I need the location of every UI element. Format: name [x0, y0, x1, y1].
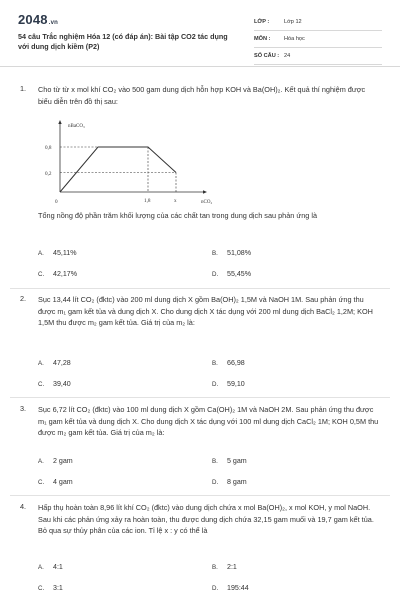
option-c[interactable]: C. 3:1 — [38, 584, 63, 592]
meta-subject-value: Hóa học — [284, 36, 305, 42]
y-axis-arrow — [58, 120, 61, 124]
y-tick-02: 0,2 — [45, 171, 52, 177]
document-title: 54 câu Trắc nghiệm Hóa 12 (có đáp án): Bài tập CO2 tác dụng với dung dịch kiềm (P2) — [18, 32, 228, 51]
x-tick-x: x — [174, 198, 177, 204]
option-a[interactable]: A. 2 gam — [38, 457, 73, 465]
meta-subject-key: MÔN : — [254, 36, 271, 42]
logo-suffix: .vn — [48, 20, 59, 26]
option-d[interactable]: D. 195:44 — [212, 584, 249, 592]
question-divider — [10, 397, 390, 398]
question-number: 1. — [20, 84, 27, 93]
option-c[interactable]: C. 39,40 — [38, 380, 71, 388]
question-text: Sục 6,72 lít CO₂ (đktc) vào 100 ml dung dịch X gồm Ca(OH)₂ 1M và NaOH 2M. Sau phản ứng thu được m₁ gam kết tủa và dung dịch X. Cho dung dịch X tác dụng với 100 ml dung dịch CaCl₂ 1M; KOH 0,5M thu được m₂ gam kết tủa. Giá trị của m₂ là: — [38, 405, 379, 438]
option-c[interactable]: C. 42,17% — [38, 270, 78, 278]
precipitate-line — [60, 147, 176, 192]
meta-grade-value: Lớp 12 — [284, 19, 302, 25]
logo-main: 2048 — [18, 12, 48, 27]
origin-label: 0 — [55, 199, 58, 205]
option-a[interactable]: A. 45,11% — [38, 249, 77, 257]
precipitate-graph — [36, 116, 226, 206]
meta-grade — [254, 14, 382, 31]
option-a[interactable]: A. 47,28 — [38, 359, 71, 367]
option-b[interactable]: B. 66,98 — [212, 359, 245, 367]
x-axis-arrow — [203, 190, 207, 193]
question-number: 4. — [20, 502, 27, 511]
option-c[interactable]: C. 4 gam — [38, 478, 73, 486]
y-tick-08: 0,8 — [45, 145, 52, 151]
question-text-after-chart: Tổng nồng độ phần trăm khối lượng của các chất tan trong dung dịch sau phản ứng là — [38, 211, 318, 220]
meta-count-value: 24 — [284, 53, 291, 59]
question-divider — [10, 288, 390, 289]
question-text: Sục 13,44 lít CO₂ (đktc) vào 200 ml dung dịch X gồm Ba(OH)₂ 1,5M và NaOH 1M. Sau phản ứng thu được m₁ gam kết tủa và dung dịch X. Cho dung dịch X tác dụng với 200 ml dung dịch BaCl₂ 1,2M; KOH 1,5M thu được m₂ gam kết tủa. Giá trị của m₂ là: — [38, 295, 373, 328]
option-b[interactable]: B. 5 gam — [212, 457, 247, 465]
option-d[interactable]: D. 55,45% — [212, 270, 252, 278]
question-number: 3. — [20, 404, 27, 413]
option-a[interactable]: A. 4:1 — [38, 563, 63, 571]
question-text: Hấp thụ hoàn toàn 8,96 lít khí CO₂ (đktc) vào dung dịch chứa x mol Ba(OH)₂, x mol KOH, y mol NaOH. Sau khi các phản ứng xảy ra hoàn toàn, thu được dung dịch chứa 32,15 gam muối và 19,7 gam kết tủa. Bỏ qua sự thủy phân của các ion. Tỉ lệ x : y có thể là — [38, 503, 374, 536]
y-axis-label: nBaCO₃ — [68, 124, 85, 129]
option-d[interactable]: D. 59,10 — [212, 380, 245, 388]
option-b[interactable]: B. 2:1 — [212, 563, 237, 571]
header — [0, 0, 400, 67]
option-d[interactable]: D. 8 gam — [212, 478, 247, 486]
meta-count — [254, 48, 382, 65]
question-divider — [10, 495, 390, 496]
question-text: Cho từ từ x mol khí CO₂ vào 500 gam dung dịch hỗn hợp KOH và Ba(OH)₂. Kết quả thí nghiệm được biểu diễn trên đồ thị sau: — [38, 85, 366, 106]
document-meta — [254, 14, 382, 65]
x-tick-18: 1,8 — [144, 198, 151, 204]
meta-count-key: SỐ CÂU : — [254, 53, 280, 59]
site-logo[interactable] — [18, 12, 58, 27]
meta-subject — [254, 31, 382, 48]
meta-grade-key: LỚP : — [254, 19, 270, 25]
option-b[interactable]: B. 51,08% — [212, 249, 252, 257]
question-number: 2. — [20, 294, 27, 303]
x-axis-label: nCO₂ — [201, 200, 213, 205]
